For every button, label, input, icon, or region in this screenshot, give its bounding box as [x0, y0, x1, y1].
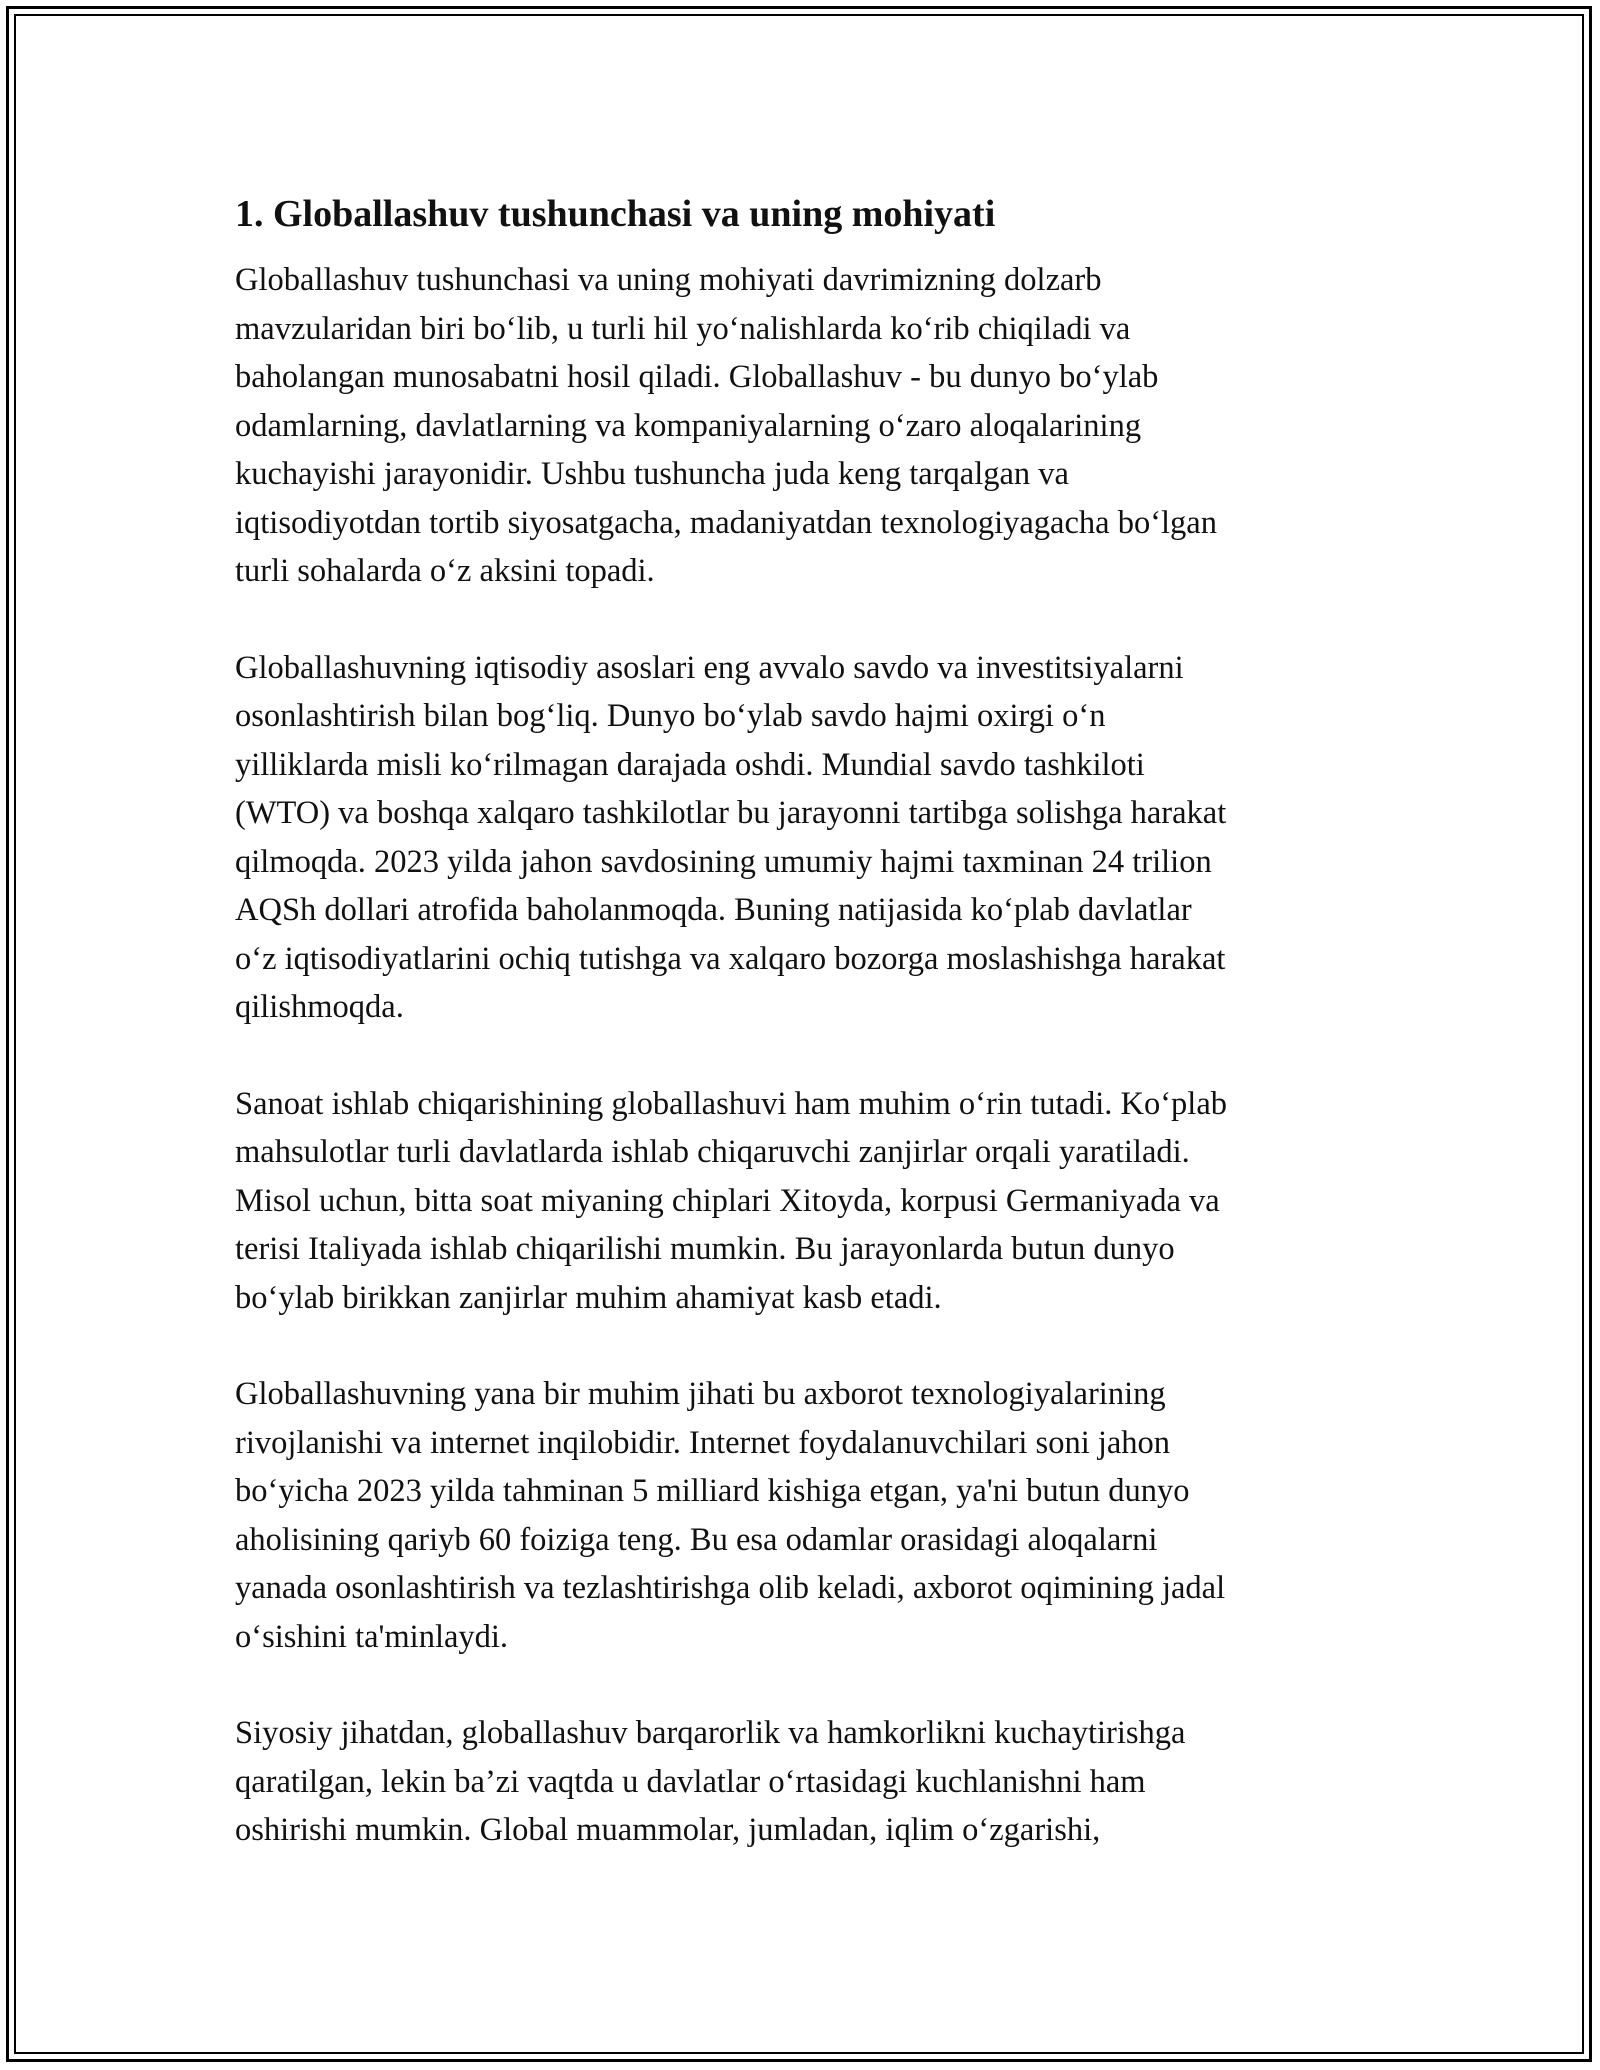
paragraph-line: iqtisodiyotdan tortib siyosatgacha, madaniyatdan texnologiyagacha bo‘lgan — [235, 504, 1217, 541]
paragraph-line: oshirishi mumkin. Global muammolar, jumladan, iqlim o‘zgarishi, — [235, 1812, 1101, 1848]
paragraph — [235, 256, 1365, 596]
paragraph-line: (WTO) va boshqa xalqaro tashkilotlar bu jarayonni tartibga solishga harakat — [235, 795, 1227, 831]
paragraph-line: Globallashuvning yana bir muhim jihati bu axborot texnologiyalarining — [235, 1376, 1166, 1412]
section-heading: 1. Globallashuv tushunchasi va uning mohiyati — [235, 193, 996, 235]
paragraph-line: bo‘yicha 2023 yilda tahminan 5 milliard kishiga etgan, ya'ni butun dunyo — [235, 1473, 1190, 1509]
paragraph-line: terisi Italiyada ishlab chiqarilishi mumkin. Bu jarayonlarda butun dunyo — [235, 1231, 1175, 1267]
paragraph — [235, 1709, 1365, 1855]
paragraph-line: Globallashuv tushunchasi va uning mohiyati davrimizning dolzarb — [235, 262, 1102, 298]
paragraph-line: aholisining qariyb 60 foiziga teng. Bu esa odamlar orasidagi aloqalarni — [235, 1521, 1158, 1558]
paragraph-line: o‘sishini ta'minlaydi. — [235, 1618, 509, 1655]
paragraph-line: o‘z iqtisodiyatlarini ochiq tutishga va xalqaro bozorga moslashishga harakat — [235, 940, 1226, 977]
paragraph — [235, 1080, 1365, 1323]
paragraph-line: osonlashtirish bilan bog‘liq. Dunyo bo‘ylab savdo hajmi oxirgi o‘n — [235, 698, 1106, 734]
paragraph-line: kuchayishi jarayonidir. Ushbu tushuncha juda keng tarqalgan va — [235, 456, 1069, 492]
paragraph-line: turli sohalarda o‘z aksini topadi. — [235, 553, 655, 589]
paragraph-line: Siyosiy jihatdan, globallashuv barqarorlik va hamkorlikni kuchaytirishga — [235, 1715, 1186, 1751]
paragraph-line: qilishmoqda. — [235, 989, 404, 1025]
paragraph-line: baholangan munosabatni hosil qiladi. Globallashuv - bu dunyo bo‘ylab — [235, 359, 1159, 395]
paragraph-line: mavzularidan biri bo‘lib, u turli hil yo‘nalishlarda ko‘rib chiqiladi va — [235, 310, 1131, 347]
document-body — [235, 188, 1365, 1903]
paragraphs-container — [235, 256, 1365, 1855]
paragraph-line: AQSh dollari atrofida baholanmoqda. Buning natijasida ko‘plab davlatlar — [235, 892, 1192, 928]
paragraph-line: qilmoqda. 2023 yilda jahon savdosining umumiy hajmi taxminan 24 trilion — [235, 843, 1212, 880]
paragraph — [235, 644, 1365, 1032]
paragraph-line: yanada osonlashtirish va tezlashtirishga olib keladi, axborot oqimining jadal — [235, 1570, 1226, 1606]
paragraph-line: Sanoat ishlab chiqarishining globallashuvi ham muhim o‘rin tutadi. Ko‘plab — [235, 1085, 1227, 1122]
paragraph-line: Globallashuvning iqtisodiy asoslari eng avvalo savdo va investitsiyalarni — [235, 649, 1184, 686]
paragraph-line: odamlarning, davlatlarning va kompaniyalarning o‘zaro aloqalarining — [235, 407, 1142, 444]
paragraph-line: qaratilgan, lekin ba’zi vaqtda u davlatlar o‘rtasidagi kuchlanishni ham — [235, 1763, 1146, 1800]
paragraph — [235, 1370, 1365, 1661]
paragraph-line: yilliklarda misli ko‘rilmagan darajada oshdi. Mundial savdo tashkiloti — [235, 746, 1145, 783]
paragraph-line: Misol uchun, bitta soat miyaning chiplari Xitoyda, korpusi Germaniyada va — [235, 1182, 1220, 1219]
paragraph-line: bo‘ylab birikkan zanjirlar muhim ahamiyat kasb etadi. — [235, 1279, 942, 1316]
paragraph-line: rivojlanishi va internet inqilobidir. Internet foydalanuvchilari soni jahon — [235, 1424, 1171, 1461]
paragraph-line: mahsulotlar turli davlatlarda ishlab chiqaruvchi zanjirlar orqali yaratiladi. — [235, 1134, 1190, 1170]
